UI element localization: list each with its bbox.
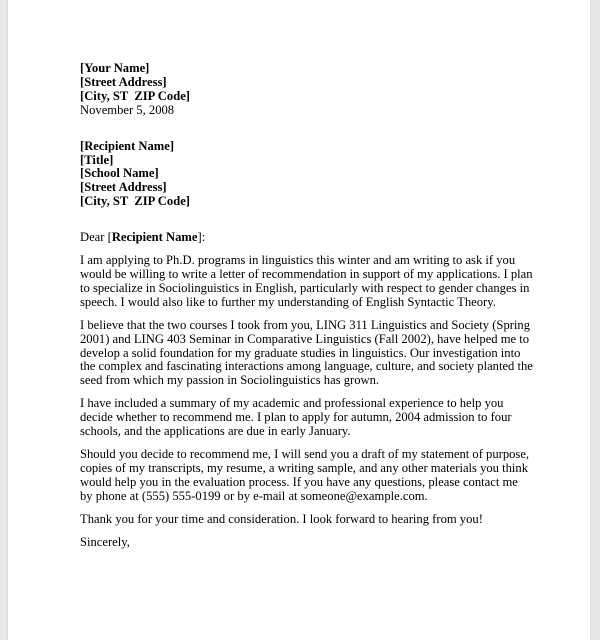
text-line: decide whether to recommend me. I plan to apply for autumn, 2004 admission to four bbox=[80, 410, 512, 425]
salutation-suffix: ]: bbox=[197, 230, 206, 245]
recipient-name: [Recipient Name] bbox=[80, 138, 175, 153]
text-line: by phone at (555) 555-0199 or by e-mail at someone@example.com. bbox=[80, 488, 428, 503]
text-line: I have included a summary of my academic and professional experience to help you bbox=[80, 396, 504, 411]
letter-date: November 5, 2008 bbox=[80, 102, 175, 117]
document-page bbox=[8, 0, 590, 640]
paragraph-summary bbox=[80, 397, 526, 439]
text-line: copies of my transcripts, my resume, a writing sample, and any other materials you think bbox=[80, 460, 529, 475]
text-line: would help you in the evaluation process. If you have any questions, please contact me bbox=[80, 474, 518, 489]
text-line: speech. I would also like to further my understanding of English Syntactic Theory. bbox=[80, 294, 496, 309]
text-line: Should you decide to recommend me, I will send you a draft of my statement of purpose, bbox=[80, 446, 530, 461]
text-line: seed from which my passion in Sociolinguistics has grown. bbox=[80, 373, 380, 388]
letter-body bbox=[80, 61, 533, 550]
sender-city: [City, ST ZIP Code] bbox=[80, 88, 190, 103]
text-line: to specialize in Sociolinguistics in English, particularly with respect to gender changes in bbox=[80, 280, 530, 295]
paragraph-contact bbox=[80, 446, 530, 504]
salutation-prefix: Dear [ bbox=[80, 230, 112, 245]
text-line: would be willing to write a letter of recommendation in support of my applications. I plan bbox=[80, 266, 533, 281]
recipient-address-block bbox=[80, 140, 526, 210]
closing: Sincerely, bbox=[80, 535, 130, 550]
paragraph-request bbox=[80, 253, 533, 310]
paragraph-thanks bbox=[80, 513, 526, 527]
recipient-street: [Street Address] bbox=[80, 180, 167, 195]
text-line: schools, and the applications are due in early January. bbox=[80, 424, 351, 439]
sender-street: [Street Address] bbox=[80, 74, 167, 89]
text-line: I believe that the two courses I took from you, LING 311 Linguistics and Society (Spring bbox=[80, 317, 531, 332]
text-line: I am applying to Ph.D. programs in linguistics this winter and am writing to ask if you bbox=[80, 253, 516, 268]
recipient-title: [Title] bbox=[80, 152, 114, 167]
text-line: 2001) and LING 403 Seminar in Comparative Linguistics (Fall 2002), have helped me to bbox=[80, 331, 530, 346]
salutation bbox=[80, 231, 526, 245]
recipient-city: [City, ST ZIP Code] bbox=[80, 194, 190, 209]
recipient-school: [School Name] bbox=[80, 166, 159, 181]
text-line: develop a solid foundation for my graduate studies in linguistics. Our investigation into bbox=[80, 345, 521, 360]
sender-name: [Your Name] bbox=[80, 61, 150, 75]
sender-address-block bbox=[80, 62, 526, 118]
text-line: Thank you for your time and consideration. I look forward to hearing from you! bbox=[80, 511, 483, 526]
text-line: the complex and fascinating interactions among language, culture, and society planted the bbox=[80, 359, 533, 374]
salutation-name: Recipient Name bbox=[111, 230, 198, 245]
paragraph-courses bbox=[80, 317, 533, 389]
